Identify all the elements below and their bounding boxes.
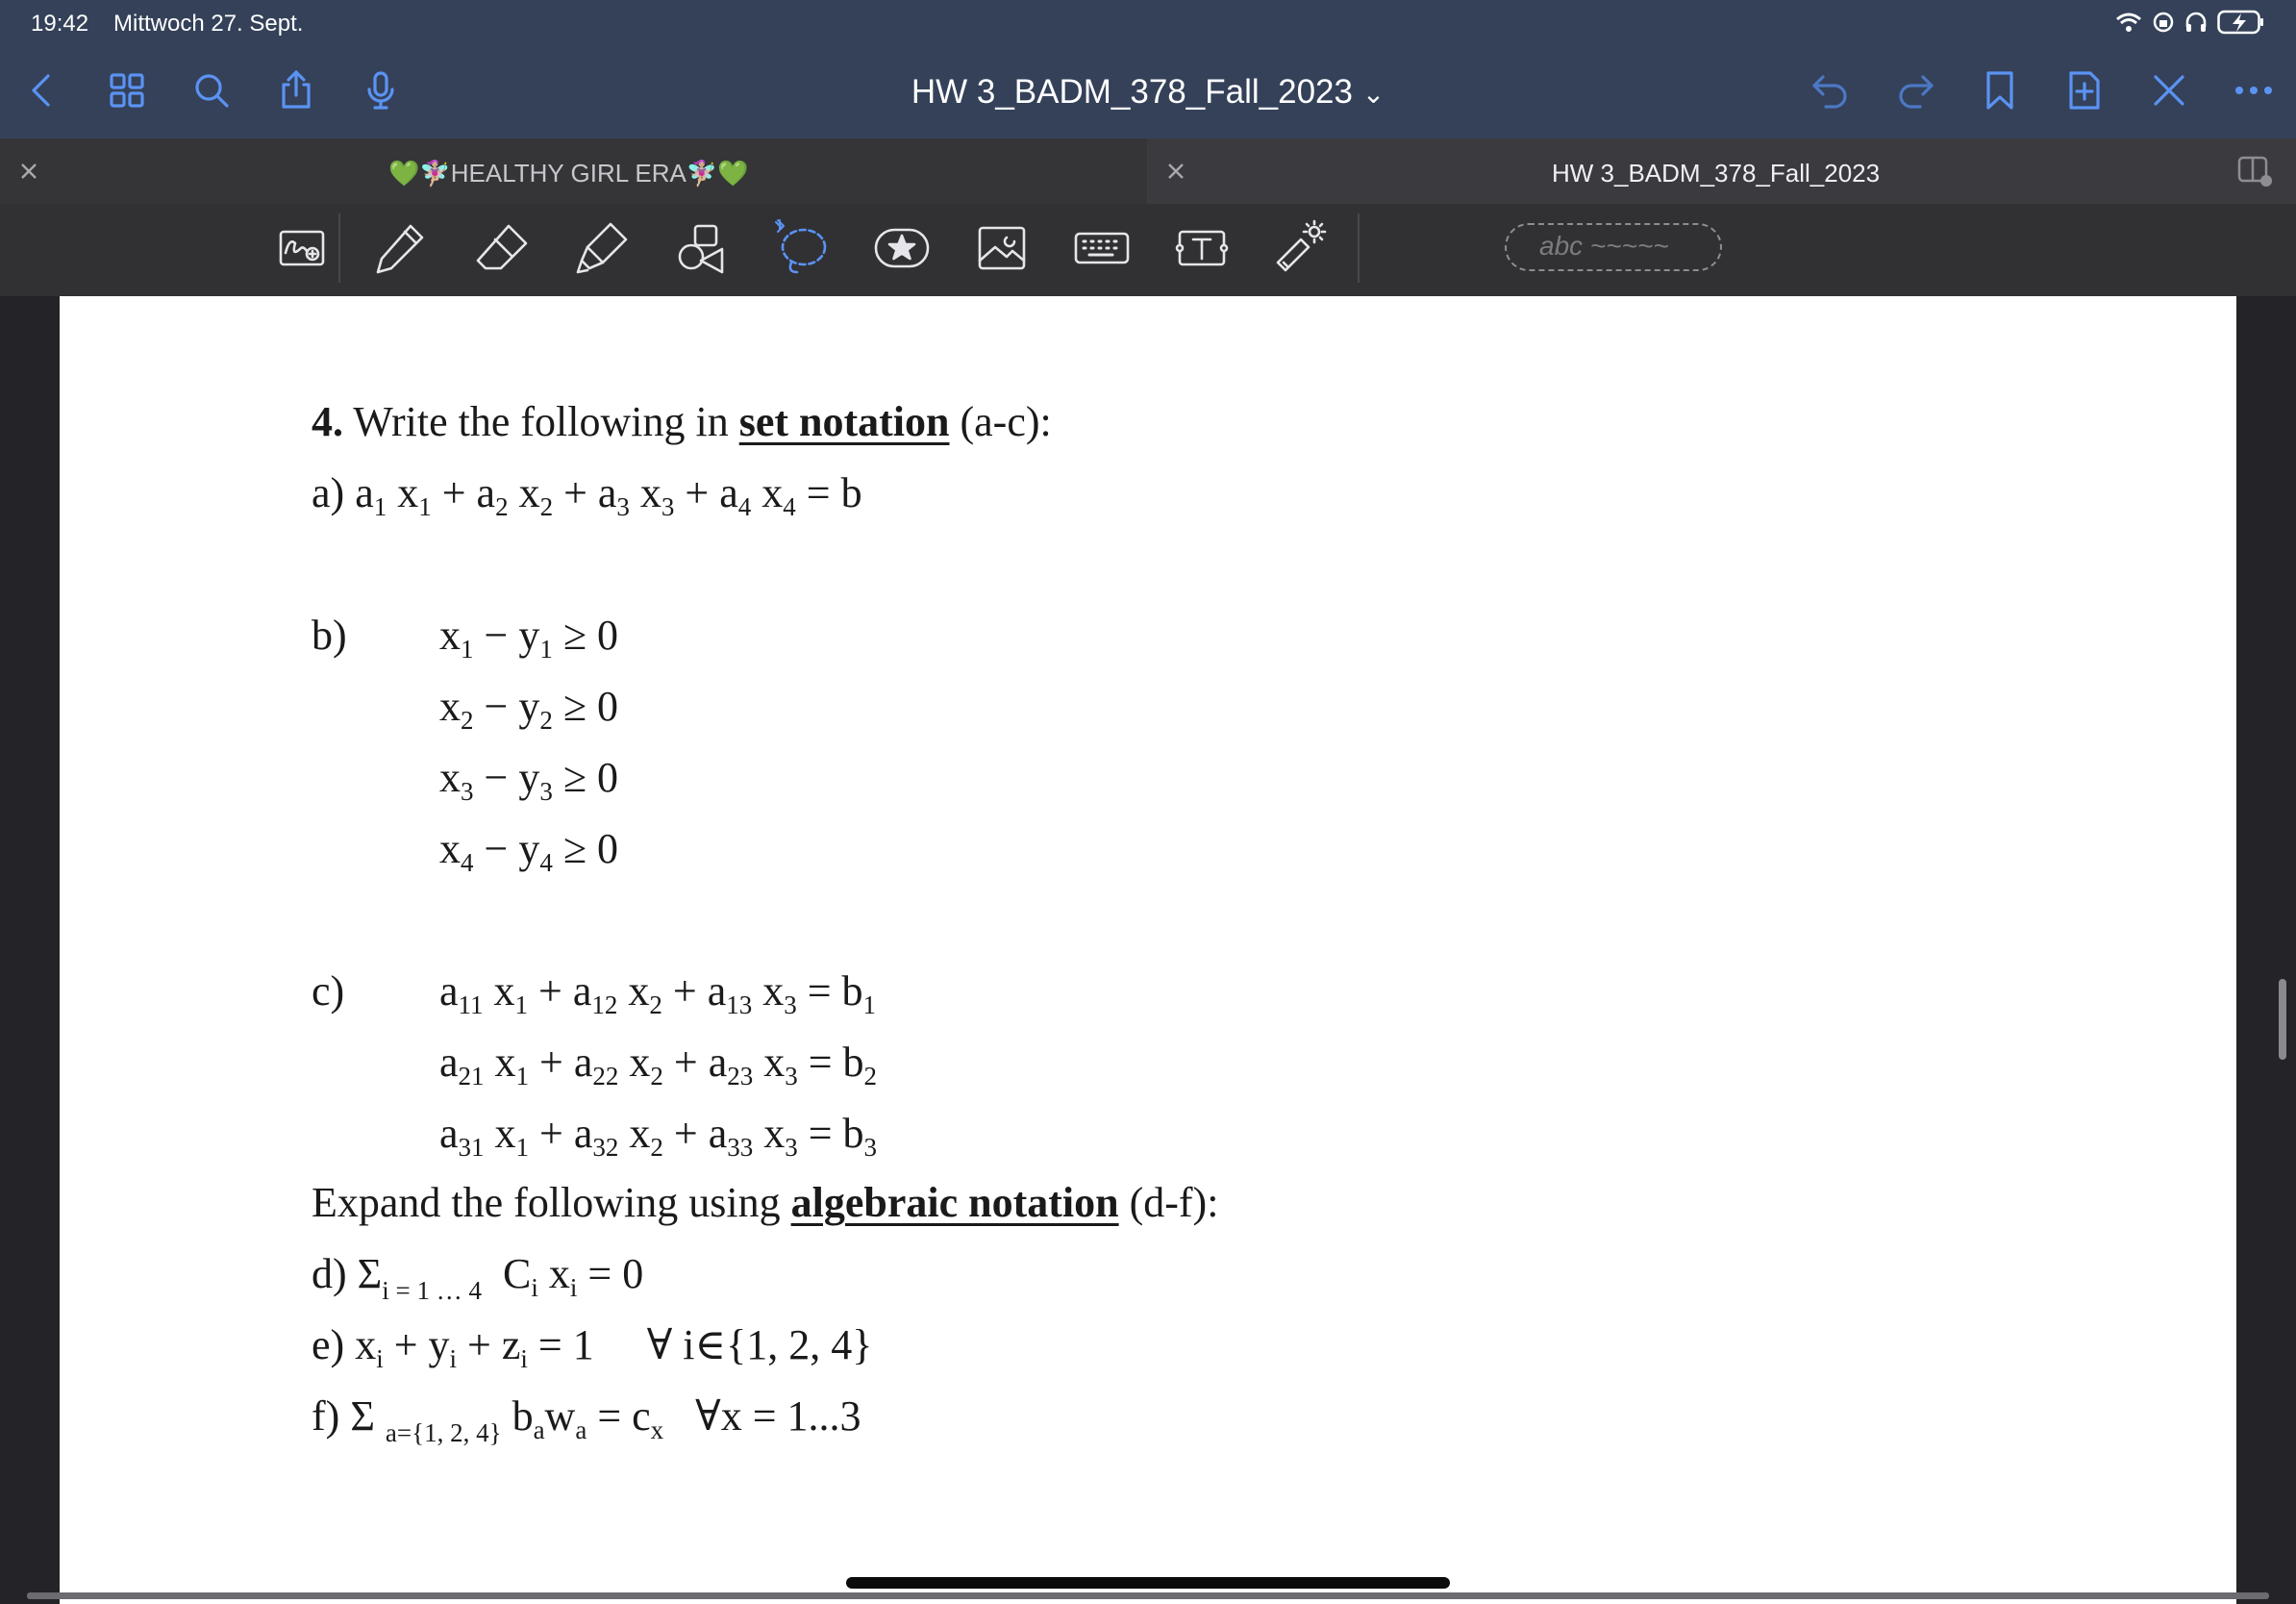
question-4-text: Write the following in bbox=[353, 398, 729, 445]
grid-icon bbox=[105, 68, 149, 113]
highlighter-icon bbox=[572, 218, 632, 278]
page-progress-bar bbox=[27, 1592, 2269, 1599]
wifi-icon bbox=[2115, 11, 2142, 34]
shapes-icon bbox=[672, 218, 732, 278]
handwriting-zoom-tool[interactable] bbox=[269, 215, 335, 281]
more-icon bbox=[2232, 68, 2276, 113]
question-4-range: (a-c): bbox=[960, 398, 1052, 445]
tab-close-button[interactable] bbox=[12, 154, 46, 188]
microphone-button[interactable] bbox=[354, 63, 408, 117]
home-indicator[interactable] bbox=[846, 1577, 1450, 1589]
equation-label: b) bbox=[312, 612, 347, 659]
handwriting-to-text-field[interactable]: abc ~~~~~ bbox=[1505, 223, 1722, 271]
chevron-down-icon: ⌄ bbox=[1361, 79, 1385, 109]
highlighter-tool[interactable] bbox=[569, 215, 635, 281]
keyboard-tool[interactable] bbox=[1069, 215, 1135, 281]
search-icon bbox=[189, 68, 234, 113]
equation-c1: $a_{11}$ $x_1 + a_{12}$ $x_2 + a_{13}$ $x_3 = b_1$ bbox=[439, 967, 877, 1019]
elements-tool[interactable] bbox=[869, 215, 935, 281]
equation-label: a) bbox=[312, 469, 345, 516]
toolbar-divider bbox=[338, 213, 340, 283]
pen-tool[interactable] bbox=[367, 215, 433, 281]
equation-d: d) $\Sigma_{i = 1 \dots 4}$ $C_i$ $x_i = 0$ bbox=[312, 1250, 644, 1305]
close-tools-button[interactable] bbox=[2142, 63, 2196, 117]
undo-icon bbox=[1809, 68, 1853, 113]
keyboard-icon bbox=[1072, 218, 1132, 278]
back-icon bbox=[20, 68, 64, 113]
split-view-icon bbox=[2236, 154, 2273, 188]
lasso-tool[interactable] bbox=[769, 215, 835, 281]
share-button[interactable] bbox=[269, 63, 323, 117]
equation-label: f) bbox=[312, 1392, 340, 1440]
inequality-b2: $x_2 - y_2 \ge 0$ bbox=[439, 683, 618, 735]
expand-text: Expand the following using bbox=[312, 1179, 781, 1226]
bookmark-icon bbox=[1978, 68, 2022, 113]
headphones-icon bbox=[2184, 11, 2208, 34]
algebraic-notation-term: algebraic notation bbox=[790, 1179, 1119, 1226]
tab-hw3[interactable]: HW 3_BADM_378_Fall_2023 bbox=[1552, 159, 1881, 188]
orientation-lock-icon bbox=[2152, 11, 2175, 34]
pen-icon bbox=[370, 218, 430, 278]
navigation-bar bbox=[0, 0, 2296, 138]
tool-bar bbox=[0, 204, 2296, 296]
laser-pointer-tool[interactable] bbox=[1265, 215, 1331, 281]
inequality-b4: $x_4 - y_4 \ge 0$ bbox=[439, 825, 618, 877]
text-box-icon bbox=[1172, 218, 1232, 278]
vertical-scrollbar[interactable] bbox=[2279, 979, 2286, 1060]
bookmark-button[interactable] bbox=[1973, 63, 2027, 117]
document-page bbox=[60, 296, 2236, 1604]
equation-c3: $a_{31}$ $x_1 + a_{32}$ $x_2 + a_{33}$ $x_3 = b_3$ bbox=[439, 1110, 878, 1162]
image-tool[interactable] bbox=[969, 215, 1035, 281]
equation-f-domain: ∀x = 1...3 bbox=[695, 1392, 861, 1440]
back-button[interactable] bbox=[15, 63, 69, 117]
question-4-heading bbox=[312, 396, 1052, 448]
set-notation-term: set notation bbox=[738, 398, 950, 445]
equation-f: f) Σ $_{a=\{1, 2, 4\}}$ $b_aw_a = c_x$ ∀x = 1...3 bbox=[312, 1392, 861, 1447]
thumbnails-button[interactable] bbox=[100, 63, 154, 117]
question-number: 4. bbox=[312, 398, 343, 445]
status-date: Mittwoch 27. Sept. bbox=[113, 11, 304, 37]
laser-pointer-icon bbox=[1268, 218, 1328, 278]
tab-healthy-girl-era[interactable]: 💚🧚🏼‍♀️HEALTHY GIRL ERA🧚🏼‍♀️💚 bbox=[388, 159, 749, 188]
equation-label: c) bbox=[312, 967, 345, 1015]
more-button[interactable] bbox=[2227, 63, 2281, 117]
expand-range: (d-f): bbox=[1129, 1179, 1219, 1226]
battery-icon bbox=[2217, 10, 2265, 35]
close-icon bbox=[20, 163, 37, 180]
equation-e-domain: ∀ i∈{1, 2, 4} bbox=[646, 1321, 873, 1368]
eraser-tool[interactable] bbox=[469, 215, 535, 281]
equation-c2: $a_{21}$ $x_1 + a_{22}$ $x_2 + a_{23}$ $x_3 = b_2$ bbox=[439, 1039, 878, 1090]
tab-close-button[interactable] bbox=[1159, 154, 1193, 188]
undo-button[interactable] bbox=[1804, 63, 1858, 117]
split-view-button[interactable] bbox=[2236, 154, 2273, 188]
redo-icon bbox=[1893, 68, 1937, 113]
inequality-b3: $x_3 - y_3 \ge 0$ bbox=[439, 754, 618, 806]
equation-e: e) $x_i + y_i + z_i = 1$ ∀ i∈{1, 2, 4} bbox=[312, 1321, 873, 1373]
image-icon bbox=[972, 218, 1032, 278]
toolbar-divider bbox=[1358, 213, 1360, 283]
text-tool[interactable] bbox=[1169, 215, 1235, 281]
status-time: 19:42 bbox=[31, 11, 89, 37]
document-title-text: HW 3_BADM_378_Fall_2023 bbox=[911, 73, 1353, 111]
document-title-button[interactable] bbox=[911, 73, 1385, 111]
star-sticker-icon bbox=[872, 218, 932, 278]
close-icon bbox=[1167, 163, 1185, 180]
handwriting-zoom-icon bbox=[272, 218, 332, 278]
equation-a: a) $a_1$ $x_1 + a_2$ $x_2 + a_3$ $x_3 + a_4$ $x_4 = b$ bbox=[312, 469, 862, 521]
status-icons bbox=[2115, 10, 2265, 35]
share-icon bbox=[274, 68, 318, 113]
eraser-icon bbox=[472, 218, 532, 278]
search-button[interactable] bbox=[185, 63, 238, 117]
add-page-button[interactable] bbox=[2058, 63, 2111, 117]
expand-heading bbox=[312, 1177, 1218, 1229]
equation-label: d) bbox=[312, 1250, 347, 1297]
redo-button[interactable] bbox=[1888, 63, 1942, 117]
shapes-tool[interactable] bbox=[669, 215, 735, 281]
lasso-icon bbox=[772, 218, 832, 278]
inequality-b1: $x_1 - y_1 \ge 0$ bbox=[439, 612, 618, 664]
equation-label: e) bbox=[312, 1321, 345, 1368]
close-x-icon bbox=[2147, 68, 2191, 113]
microphone-icon bbox=[359, 68, 403, 113]
add-page-icon bbox=[2062, 68, 2107, 113]
